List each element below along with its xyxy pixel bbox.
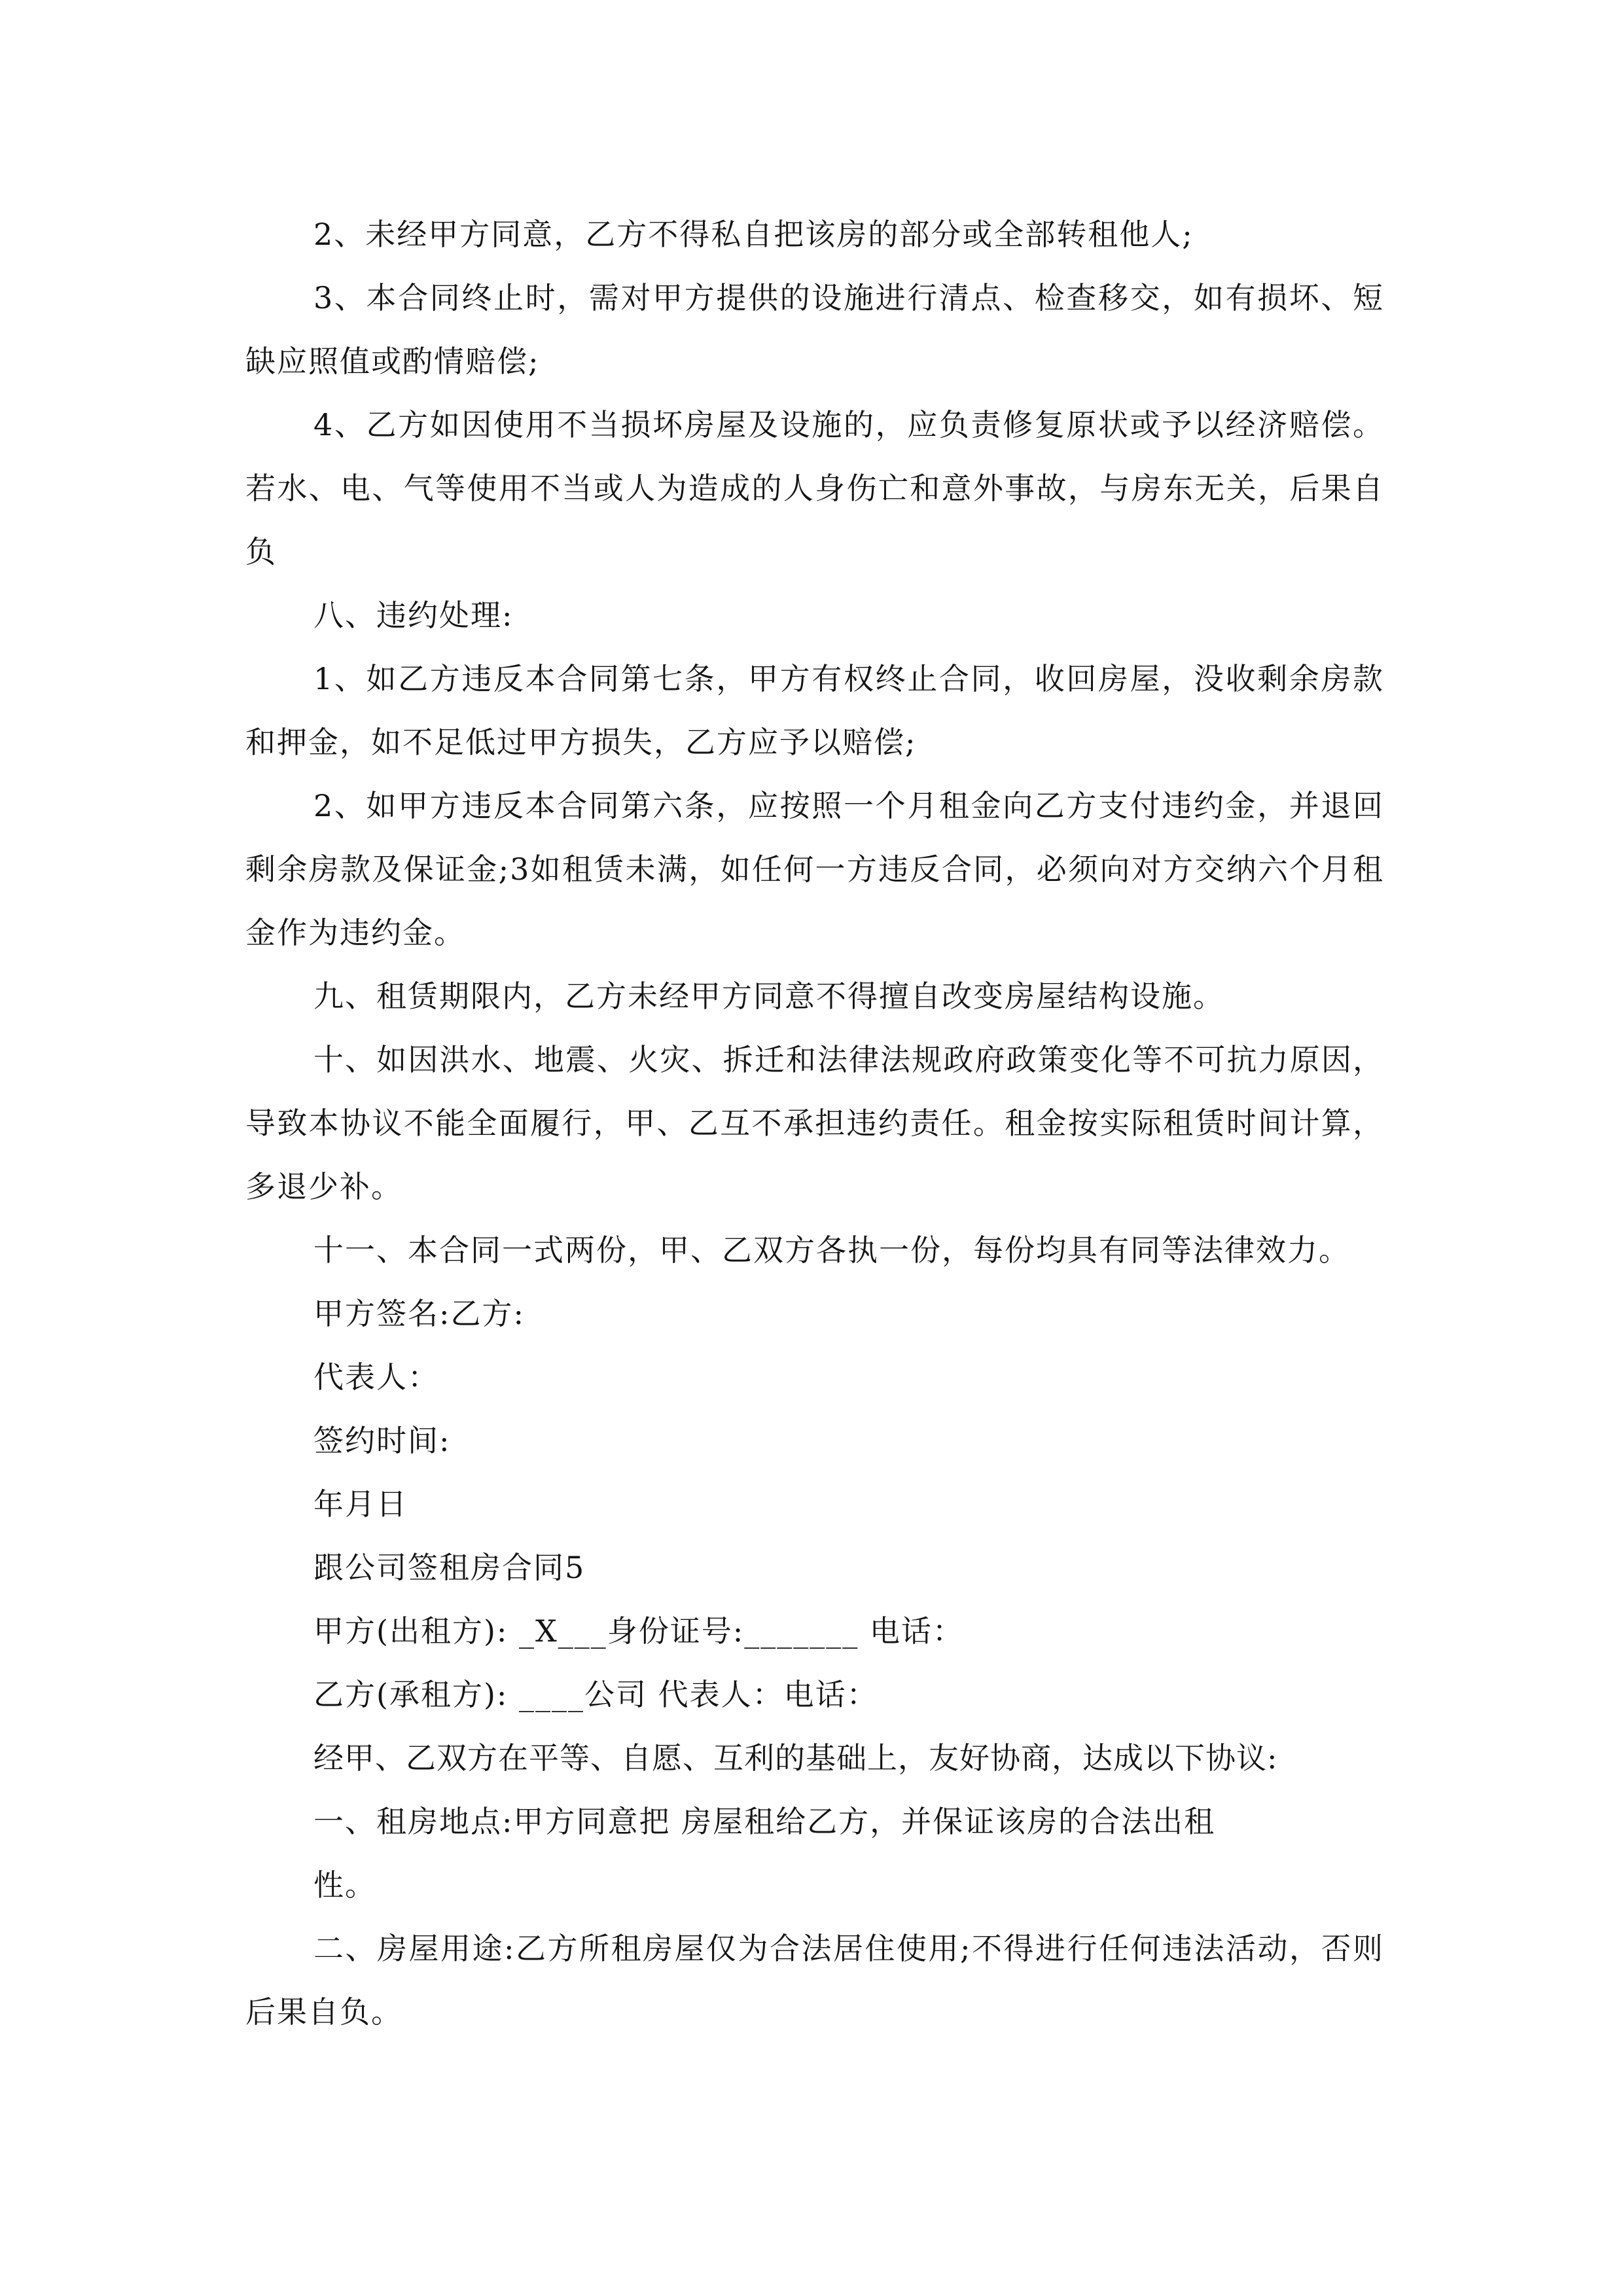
clause-location-line1: 一、租房地点:甲方同意把 房屋租给乙方，并保证该房的合法出租 [313,1804,1216,1839]
clause-location-line2: 性。 [313,1867,376,1903]
clause-tenant-breach: 1、如乙方违反本合同第七条，甲方有权终止合同，收回房屋，没收剩余房款和押金，如不足低过甲方损失，乙方应予以赔偿; [245,661,1384,760]
clause-termination-handover: 3、本合同终止时，需对甲方提供的设施进行清点、检查移交，如有损坏、短缺应照值或酌情赔偿; [245,280,1384,379]
clause-usage: 二、房屋用途:乙方所租房屋仅为合法居住使用;不得进行任何违法活动，否则后果自负。 [245,1931,1384,2030]
clause-no-sublet: 2、未经甲方同意，乙方不得私自把该房的部分或全部转租他人; [313,217,1194,252]
contract-title: 跟公司签租房合同5 [313,1550,586,1585]
clause-no-alteration: 九、租赁期限内，乙方未经甲方同意不得擅自改变房屋结构设施。 [313,978,1224,1014]
signature-representative: 代表人： [313,1359,439,1395]
clause-copies: 十一、本合同一式两份，甲、乙双方各执一份，每份均具有同等法律效力。 [313,1232,1350,1268]
clause-force-majeure: 十、如因洪水、地震、火灾、拆迁和法律法规政府政策变化等不可抗力原因，导致本协议不能全面履行，甲、乙互不承担违约责任。租金按实际租赁时间计算，多退少补。 [245,1042,1384,1204]
party-a-info: 甲方(出租方): _X___身份证号:_______ 电话： [313,1613,964,1649]
contract-preamble: 经甲、乙双方在平等、自愿、互利的基础上，友好协商，达成以下协议: [313,1740,1278,1776]
clause-landlord-breach: 2、如甲方违反本合同第六条，应按照一个月租金向乙方支付违约金，并退回剩余房款及保证金;3如租赁未满，如任何一方违反合同，必须向对方交纳六个月租金作为违约金。 [245,788,1384,950]
clause-damage-compensation: 4、乙方如因使用不当损坏房屋及设施的，应负责修复原状或予以经济赔偿。若水、电、气等使用不当或人为造成的人身伤亡和意外事故，与房东无关，后果自负 [245,407,1384,569]
signature-parties: 甲方签名:乙方: [313,1296,525,1331]
document-body [245,203,1384,2044]
party-b-info: 乙方(承租方): ____公司 代表人：电话： [313,1677,878,1712]
section-heading-breach: 八、违约处理: [313,598,514,633]
signature-date: 年月日 [313,1486,408,1522]
signature-time: 签约时间: [313,1423,451,1458]
